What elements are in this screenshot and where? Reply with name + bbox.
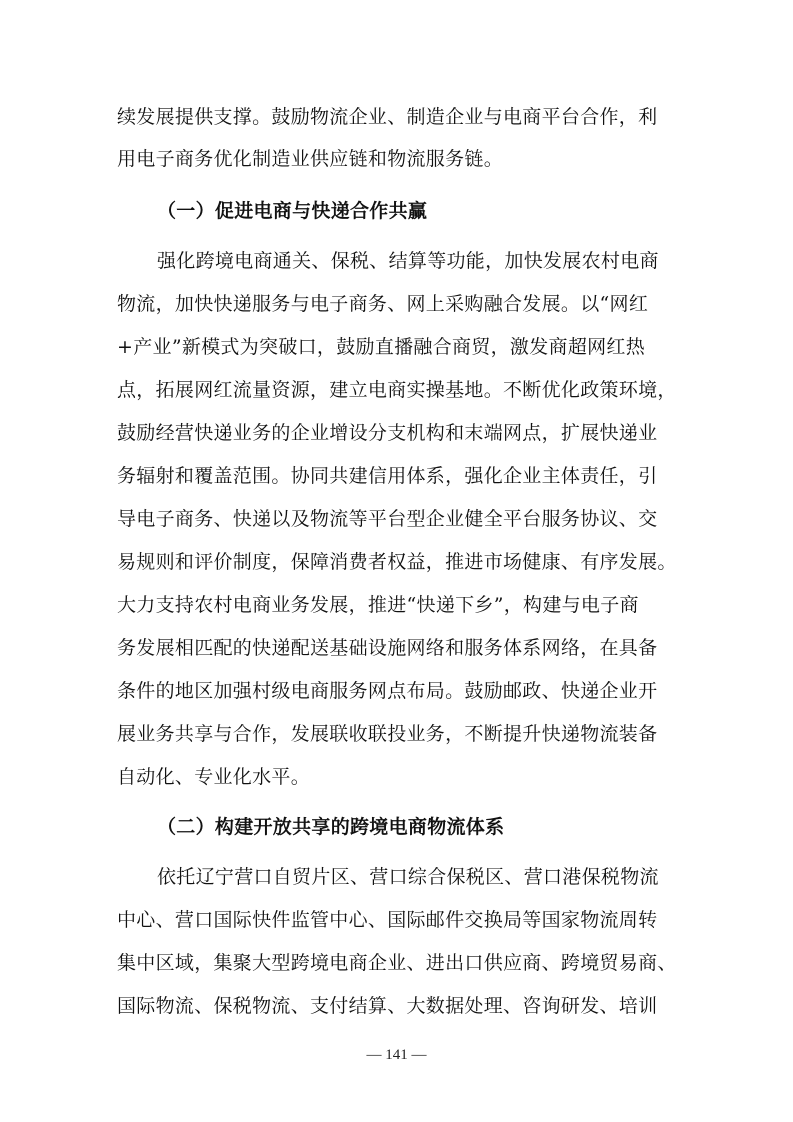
- body-text-line: 务发展相匹配的快递配送基础设施网络和服务体系网络，在具备: [117, 637, 658, 659]
- body-text-line: 集中区域，集聚大型跨境电商企业、进出口供应商、跨境贸易商、: [117, 952, 677, 974]
- section-heading-1: （一）促进电商与快递合作共赢: [157, 200, 428, 222]
- body-text-line: 条件的地区加强村级电商服务网点布局。鼓励邮政、快递企业开: [117, 680, 658, 702]
- body-text-line: 自动化、专业化水平。: [117, 766, 311, 788]
- body-text-line: 续发展提供支撑。鼓励物流企业、制造企业与电商平台合作，利: [117, 106, 658, 128]
- body-text-line: 国际物流、保税物流、支付结算、大数据处理、咨询研发、培训: [117, 995, 658, 1017]
- body-text-line: 中心、营口国际快件监管中心、国际邮件交换局等国家物流周转: [117, 909, 658, 931]
- body-text-line: 易规则和评价制度，保障消费者权益，推进市场健康、有序发展。: [117, 551, 677, 573]
- paragraph-first-line: 强化跨境电商通关、保税、结算等功能，加快发展农村电商: [157, 250, 659, 272]
- body-text-line: 鼓励经营快递业务的企业增设分支机构和末端网点，扩展快递业: [117, 422, 658, 444]
- section-heading-2: （二）构建开放共享的跨境电商物流体系: [157, 816, 505, 838]
- body-text-line: 大力支持农村电商业务发展，推进“快递下乡”，构建与电子商: [117, 594, 639, 616]
- body-text-line: 物流，加快快递服务与电子商务、网上采购融合发展。以“网红: [117, 293, 649, 315]
- body-text-line: 务辐射和覆盖范围。协同共建信用体系，强化企业主体责任，引: [117, 465, 658, 487]
- body-text-line: 点，拓展网红流量资源，建立电商实操基地。不断优化政策环境，: [117, 379, 677, 401]
- paragraph-first-line: 依托辽宁营口自贸片区、营口综合保税区、营口港保税物流: [157, 866, 659, 888]
- body-text-line: 展业务共享与合作，发展联收联投业务，不断提升快递物流装备: [117, 723, 658, 745]
- body-text-line: +产业”新模式为突破口，鼓励直播融合商贸，激发商超网红热: [117, 336, 646, 358]
- body-text-line: 导电子商务、快递以及物流等平台型企业健全平台服务协议、交: [117, 508, 658, 530]
- body-text-line: 用电子商务优化制造业供应链和物流服务链。: [117, 148, 504, 170]
- page-number: — 141 —: [366, 1047, 427, 1063]
